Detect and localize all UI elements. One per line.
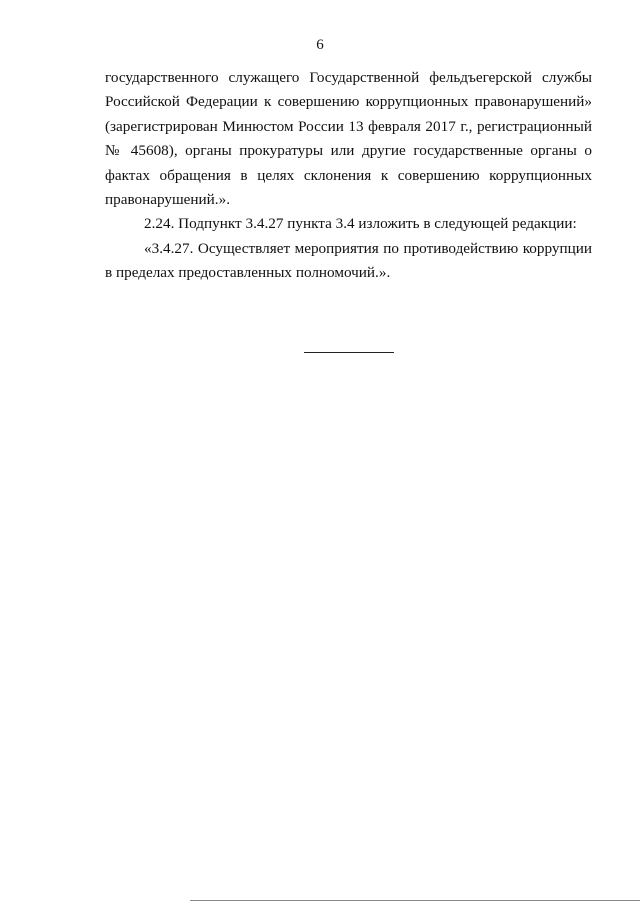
paragraph-amendment-2-24: 2.24. Подпункт 3.4.27 пункта 3.4 изложить в следующей редакции: bbox=[144, 215, 577, 233]
end-separator-line bbox=[304, 352, 394, 353]
paragraph-subclause-3-4-27: «3.4.27. Осуществляет мероприятия по противодействию коррупции в пределах предоставленных полномочий.». bbox=[105, 239, 592, 282]
page-number: 6 bbox=[316, 37, 324, 53]
paragraph-continuation: государственного служащего Государственной фельдъегерской службы Российской Федерации к совершению коррупционных правонарушений» (зарегистрирован Минюстом России 13 февраля 2017 г., регистрационный № 45608), органы прокуратуры или другие государственные органы о фактах обращения в целях склонения к совершению коррупционных правонарушений.». bbox=[105, 69, 592, 209]
document-body bbox=[105, 66, 592, 286]
scan-edge-line bbox=[190, 900, 640, 901]
